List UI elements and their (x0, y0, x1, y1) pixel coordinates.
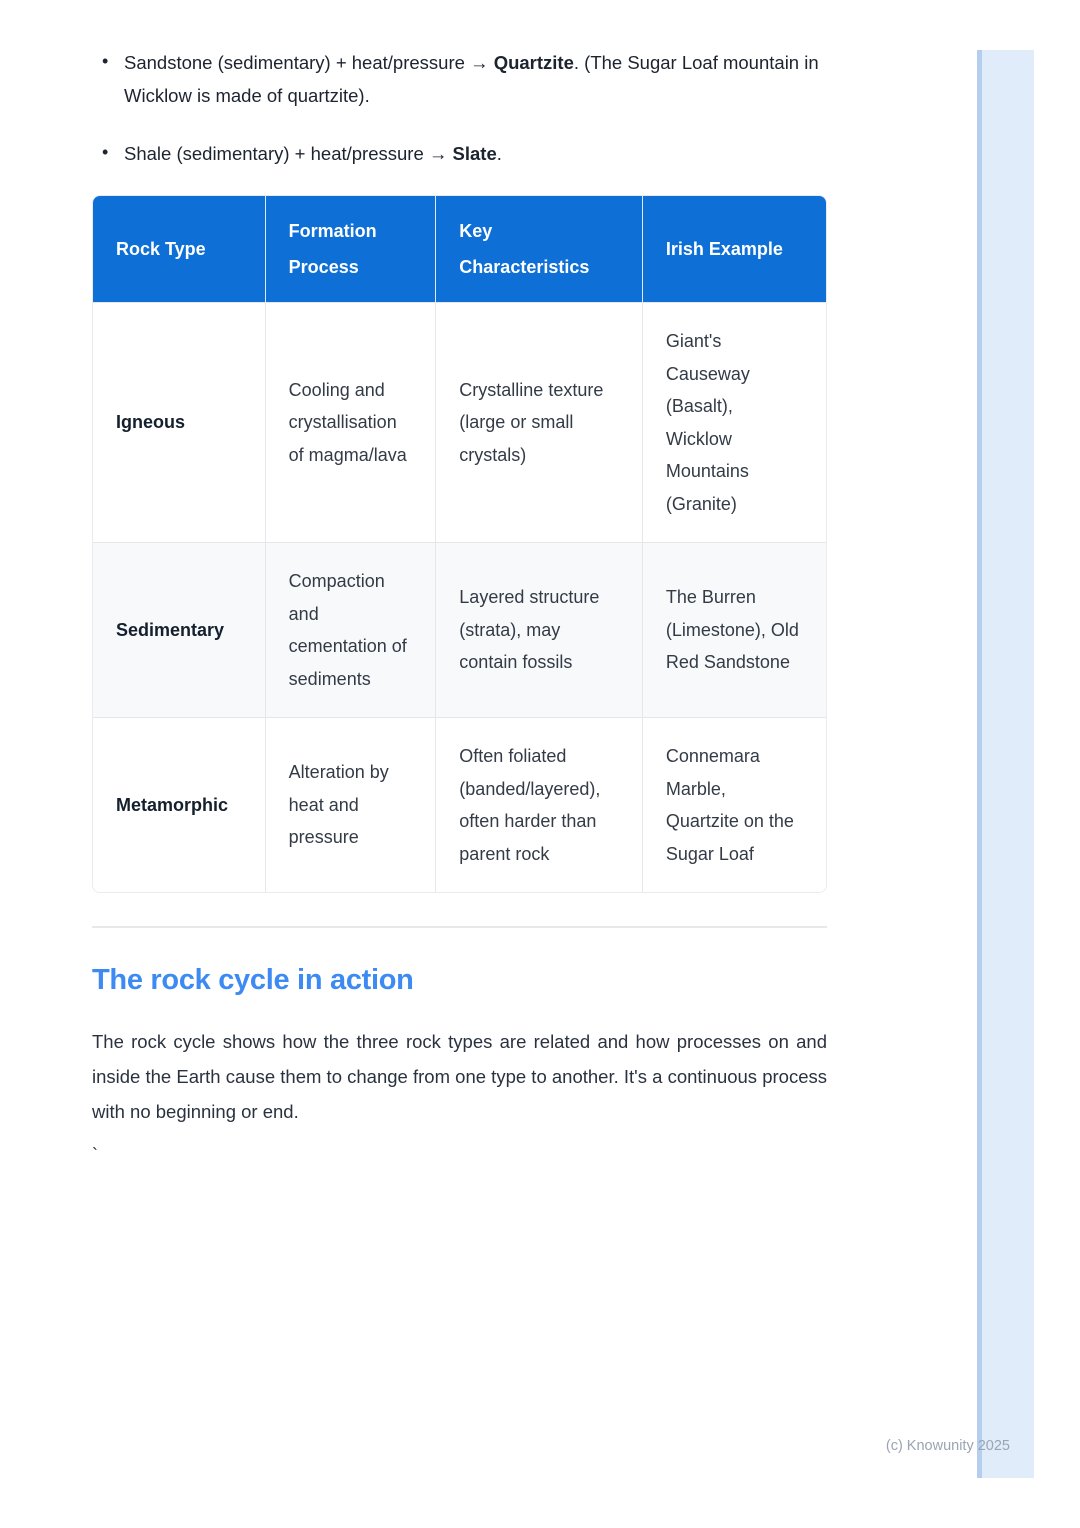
cell-key-characteristics: Crystalline texture (large or small crystals) (436, 302, 643, 542)
column-header-irish-example: Irish Example (643, 196, 826, 302)
column-header-rock-type: Rock Type (93, 196, 266, 302)
copyright-watermark: (c) Knowunity 2025 (885, 1438, 1010, 1454)
cell-key-characteristics: Often foliated (banded/layered), often harder than parent rock (436, 717, 643, 892)
cell-rock-type: Igneous (93, 302, 266, 542)
bullet-text-pre: Sandstone (sedimentary) + heat/pressure → (124, 52, 494, 73)
side-scroll-track[interactable] (977, 50, 1034, 1478)
bullet-icon: • (102, 51, 109, 71)
cell-rock-type: Metamorphic (93, 717, 266, 892)
bullet-text-post: . (The Sugar Loaf mountain in Wicklow is made of quartzite). (124, 52, 819, 106)
cell-rock-type: Sedimentary (93, 542, 266, 717)
document-content (92, 46, 827, 1166)
bullet-text-post: . (496, 143, 502, 164)
table-row (93, 717, 826, 892)
cell-formation-process: Alteration by heat and pressure (266, 717, 437, 892)
section-title: The rock cycle in action (92, 964, 414, 996)
cell-formation-process: Cooling and crystallisation of magma/lava (266, 302, 437, 542)
table-row (93, 542, 826, 717)
list-item (92, 137, 827, 170)
column-header-key-characteristics: Key Characteristics (436, 196, 643, 302)
bullet-text-pre: Shale (sedimentary) + heat/pressure → (124, 143, 453, 164)
table-row (93, 302, 826, 542)
stray-character: ` (92, 1145, 98, 1165)
bullet-text-bold: Quartzite (493, 52, 574, 73)
bullet-text-bold: Slate (452, 143, 497, 164)
cell-formation-process: Compaction and cementation of sediments (266, 542, 437, 717)
bullet-icon: • (102, 142, 109, 162)
table-header-row (93, 196, 826, 302)
bullet-list (92, 46, 827, 170)
column-header-formation-process: Formation Process (266, 196, 437, 302)
list-item (92, 46, 827, 112)
divider (92, 926, 827, 928)
section-paragraph: The rock cycle shows how the three rock types are related and how processes on and inside the Earth cause them to change from one type to another. It's a continuous process with no beginning or end. (92, 1031, 827, 1122)
cell-irish-example: Connemara Marble, Quartzite on the Sugar Loaf (643, 717, 826, 892)
cell-key-characteristics: Layered structure (strata), may contain fossils (436, 542, 643, 717)
cell-irish-example: Giant's Causeway (Basalt), Wicklow Mountains (Granite) (643, 302, 826, 542)
cell-irish-example: The Burren (Limestone), Old Red Sandstone (643, 542, 826, 717)
rock-types-table (92, 195, 827, 893)
